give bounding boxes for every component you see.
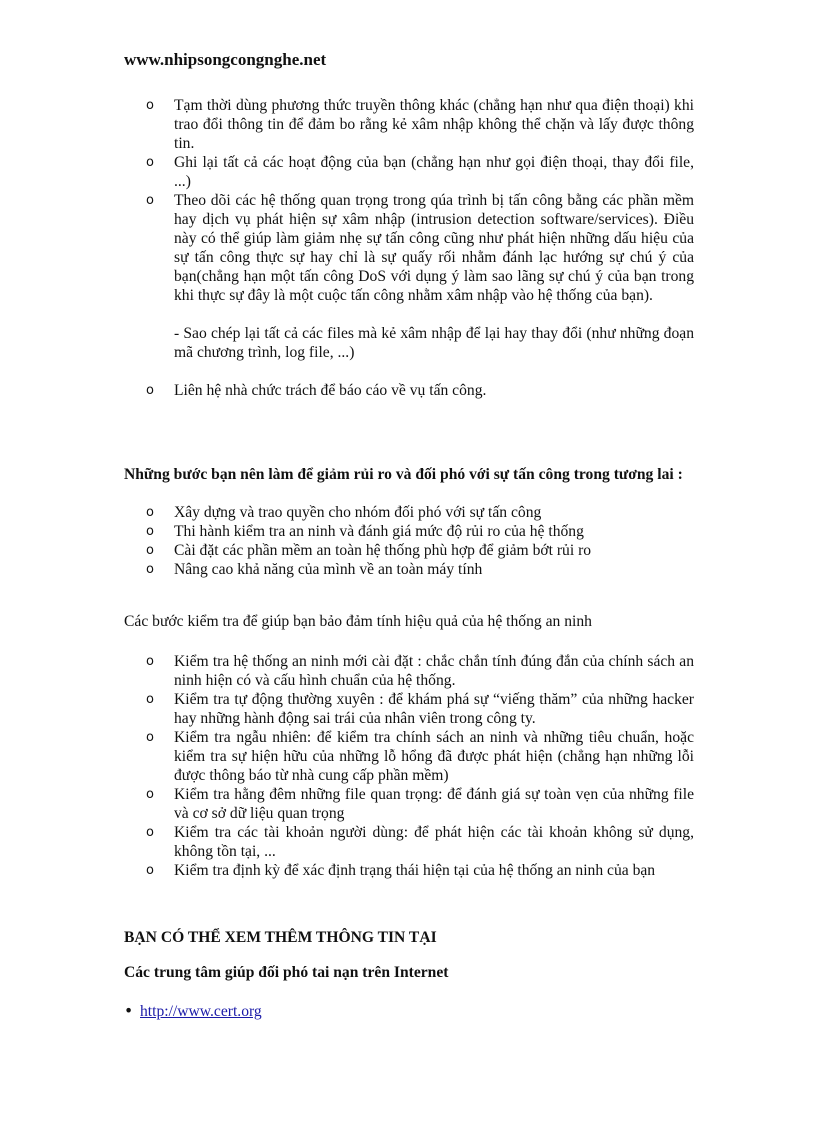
circle-bullet-icon: o bbox=[146, 193, 154, 208]
list-item-text: Xây dựng và trao quyền cho nhóm đối phó với sự tấn công bbox=[174, 504, 542, 521]
circle-bullet-icon: o bbox=[146, 543, 154, 558]
circle-bullet-icon: o bbox=[146, 787, 154, 802]
section-1-heading: Những bước bạn nên làm để giảm rủi ro và đối phó với sự tấn công trong tương lai : bbox=[124, 466, 683, 483]
list-item-text: Kiểm tra ngẫu nhiên: để kiểm tra chính sách an ninh và những tiêu chuẩn, hoặc kiểm tra sự hiện hữu của những lỗ hổng đã được phát hiện (chẳng hạn những lỗi được thông báo từ nhà cung cấp phần mềm) bbox=[174, 729, 694, 784]
list-item-text: Thi hành kiểm tra an ninh và đánh giá mức độ rủi ro của hệ thống bbox=[174, 523, 584, 540]
circle-bullet-icon: o bbox=[146, 730, 154, 745]
list-item-text: Liên hệ nhà chức trách để báo cáo về vụ tấn công. bbox=[174, 382, 487, 399]
cert-link[interactable]: http://www.cert.org bbox=[140, 1003, 262, 1020]
section-2 bbox=[124, 612, 694, 880]
circle-bullet-icon: o bbox=[146, 654, 154, 669]
list-item bbox=[124, 861, 694, 880]
list-item-text: Cài đặt các phần mềm an toàn hệ thống phù hợp để giảm bớt rủi ro bbox=[174, 542, 592, 559]
list-item bbox=[124, 503, 694, 522]
top-list-block bbox=[124, 96, 694, 400]
list-item-text: Theo dõi các hệ thống quan trọng trong qúa trình bị tấn công bằng các phần mềm hay dịch vụ phát hiện sự xâm nhập (intrusion detection software/services). Điều này có thể giúp làm giảm nhẹ sự tấn công cũng như phát hiện những dấu hiệu của sự tấn công thực sự hay chỉ là sự quấy rối nhằm đánh lạc hướng sự chú ý của bạn(chẳng hạn một tấn công DoS với dụng ý làm sao lãng sự chú ý của bạn trong khi thực sự đây là một cuộc tấn công nhằm xâm nhập vào hệ thống của bạn). bbox=[174, 192, 694, 304]
list-item-text: Kiểm tra hằng đêm những file quan trọng: để đánh giá sự toàn vẹn của những file và cơ sở dữ liệu quan trọng bbox=[174, 786, 694, 822]
list-item-text: Tạm thời dùng phương thức truyền thông khác (chẳng hạn như qua điện thoại) khi trao đổi thông tin để đảm bo rằng kẻ xâm nhập không thể chặn và lấy được thông tin. bbox=[174, 97, 694, 152]
sub-paragraph: - Sao chép lại tất cả các files mà kẻ xâm nhập để lại hay thay đổi (như những đoạn mã chương trình, log file, ...) bbox=[174, 325, 694, 361]
section-2-list bbox=[124, 652, 694, 880]
list-item bbox=[124, 541, 694, 560]
circle-bullet-icon: o bbox=[146, 98, 154, 113]
circle-bullet-icon: o bbox=[146, 692, 154, 707]
list-item bbox=[124, 153, 694, 191]
list-item bbox=[124, 560, 694, 579]
section-2-intro: Các bước kiểm tra để giúp bạn bảo đảm tính hiệu quả của hệ thống an ninh bbox=[124, 613, 592, 630]
top-list bbox=[124, 96, 694, 305]
more-info-title bbox=[124, 928, 694, 947]
list-item bbox=[124, 96, 694, 153]
list-item-text: Nâng cao khả năng của mình về an toàn máy tính bbox=[174, 561, 483, 578]
more-info-heading: BẠN CÓ THỂ XEM THÊM THÔNG TIN TẠI bbox=[124, 929, 437, 946]
last-list bbox=[124, 381, 694, 400]
circle-bullet-icon: o bbox=[146, 155, 154, 170]
section-1 bbox=[124, 465, 694, 579]
circle-bullet-icon: o bbox=[146, 383, 154, 398]
list-item bbox=[124, 381, 694, 400]
list-item bbox=[124, 652, 694, 690]
circle-bullet-icon: o bbox=[146, 562, 154, 577]
list-item bbox=[124, 690, 694, 728]
list-item bbox=[124, 522, 694, 541]
section-1-list bbox=[124, 503, 694, 579]
list-item bbox=[124, 728, 694, 785]
circle-bullet-icon: o bbox=[146, 524, 154, 539]
list-item bbox=[124, 191, 694, 305]
list-item bbox=[124, 823, 694, 861]
circle-bullet-icon: o bbox=[146, 863, 154, 878]
list-item-text: Kiểm tra tự động thường xuyên : để khám phá sự “viếng thăm” của những hacker hay những hành động sai trái của nhân viên trong công ty. bbox=[174, 691, 694, 727]
list-item-text: Ghi lại tất cả các hoạt động của bạn (chẳng hạn như gọi điện thoại, thay đổi file, ...) bbox=[174, 154, 694, 190]
more-info-subtitle: Các trung tâm giúp đối phó tai nạn trên Internet bbox=[124, 964, 449, 981]
more-info-subtitle-block bbox=[124, 963, 694, 982]
bullet-icon: • bbox=[124, 1002, 134, 1020]
list-item bbox=[124, 785, 694, 823]
list-item-text: Kiểm tra định kỳ để xác định trạng thái hiện tại của hệ thống an ninh của bạn bbox=[174, 862, 656, 879]
list-item-text: Kiểm tra hệ thống an ninh mới cài đặt : chắc chắn tính đúng đắn của chính sách an ninh hiện có và cấu hình chuẩn của hệ thống. bbox=[174, 653, 694, 689]
circle-bullet-icon: o bbox=[146, 505, 154, 520]
site-header: www.nhipsongcongnghe.net bbox=[124, 50, 327, 69]
list-item-text: Kiểm tra các tài khoản người dùng: để phát hiện các tài khoản không sử dụng, không tồn tại, ... bbox=[174, 824, 694, 860]
circle-bullet-icon: o bbox=[146, 825, 154, 840]
link-row bbox=[124, 1002, 262, 1021]
